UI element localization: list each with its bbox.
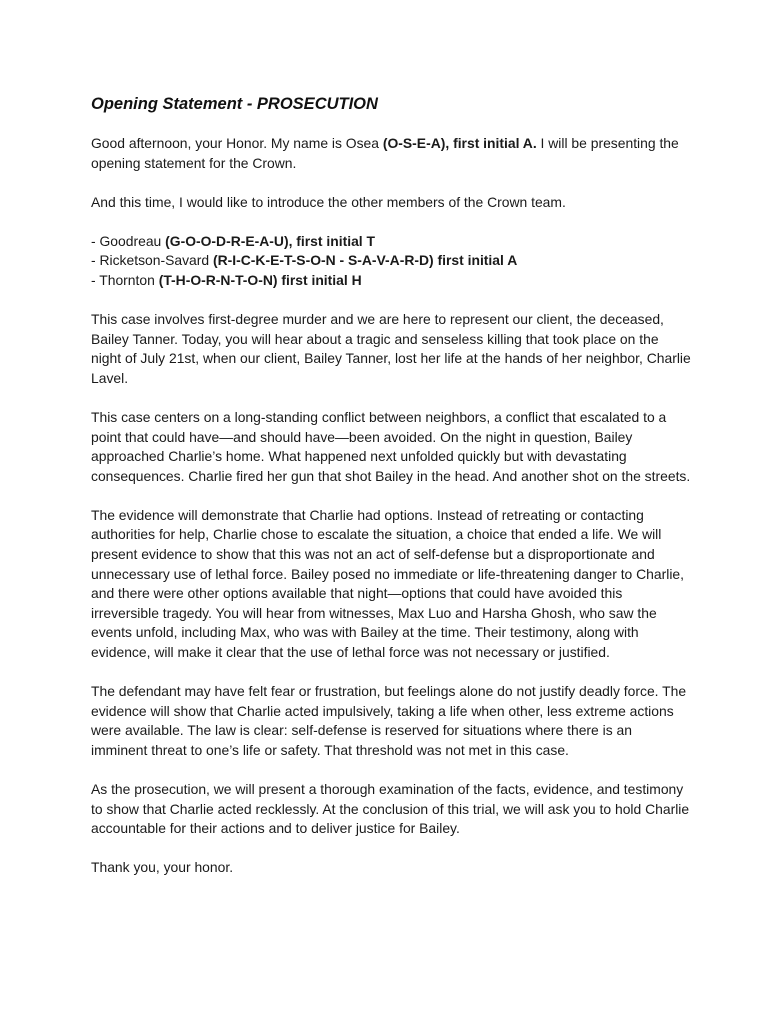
case-summary-paragraph: This case involves first-degree murder and we are here to represent our client, the deceased, Bailey Tanner. Today, you will hear about a tragic and senseless killing that took place on the night of July 21st, when our client, Bailey Tanner, lost her life at the hands of her neighbor, Charlie Lavel. <box>91 311 691 386</box>
team-member-name: - Ricketson-Savard <box>91 252 213 269</box>
conclusion-paragraph: As the prosecution, we will present a thorough examination of the facts, evidence, and testimony to show that Charlie acted recklessly. At the conclusion of this trial, we will ask you to hold Charlie accountable for their actions and to deliver justice for Bailey. <box>91 780 690 837</box>
team-member-spelling: (T-H-O-R-N-T-O-N) first initial H <box>158 271 362 288</box>
team-member-spelling: (R-I-C-K-E-T-S-O-N - S-A-V-A-R-D) first initial A <box>212 252 518 269</box>
intro-paragraph <box>91 134 691 173</box>
team-member-spelling: (G-O-O-D-R-E-A-U), first initial T <box>165 232 376 249</box>
intro-text-end: I will be presenting the opening statement for the Crown. <box>91 135 679 171</box>
closing-line: Thank you, your honor. <box>91 859 234 876</box>
conflict-paragraph: This case centers on a long-standing conflict between neighbors, a conflict that escalated to a point that could have—and should have—been avoided. On the night in question, Bailey approached Charlie’s home. What happened next unfolded quickly but with devastating consequences. Charlie fired her gun that shot Bailey in the head. And another shot on the streets. <box>91 408 691 484</box>
intro-text-start: Good afternoon, your Honor. My name is Osea <box>91 135 383 151</box>
document-body <box>91 93 691 897</box>
evidence-paragraph: The evidence will demonstrate that Charlie had options. Instead of retreating or contacting authorities for help, Charlie chose to escalate the situation, a choice that ended a life. We will present evidence to show that this was not an act of self-defense but a disproportionate and unnecessary use of lethal force. Bailey posed no immediate or life-threatening danger to Charlie, and there were other options available that night—options that could have avoided this irreversible tragedy. You will hear from witnesses, Max Luo and Harsha Ghosh, who saw the events unfold, including Max, who was with Bailey at the time. Their testimony, along with evidence, will make it clear that the use of lethal force was not necessary or justified. <box>91 506 685 660</box>
team-member-item <box>91 232 691 252</box>
team-member-name: - Goodreau <box>91 232 166 249</box>
defense-rebuttal-paragraph: The defendant may have felt fear or frustration, but feelings alone do not justify deadly force. The evidence will show that Charlie acted impulsively, taking a life when other, less extreme actions were available. The law is clear: self-defense is reserved for situations where there is an imminent threat to one’s life or safety. That threshold was not met in this case. <box>91 683 687 758</box>
team-member-name: - Thornton <box>91 271 159 288</box>
team-member-item <box>91 271 691 291</box>
team-intro-paragraph: And this time, I would like to introduce the other members of the Crown team. <box>91 193 566 210</box>
team-member-item <box>91 251 691 271</box>
intro-name-spelling: (O-S-E-A), first initial A. <box>382 135 537 151</box>
team-member-list <box>91 232 691 291</box>
document-title: Opening Statement - PROSECUTION <box>91 95 378 113</box>
